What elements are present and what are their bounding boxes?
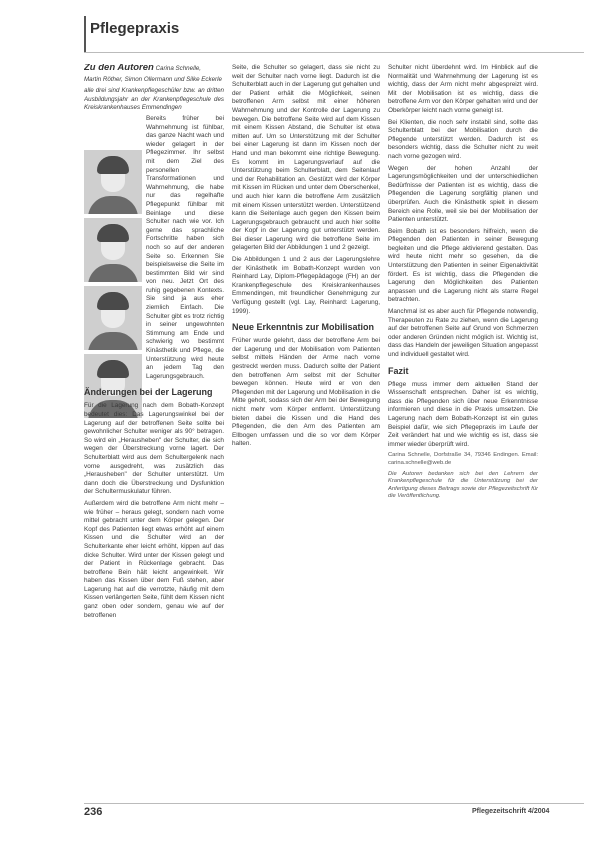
heading-fazit: Fazit: [388, 365, 409, 376]
authors-header: [84, 64, 224, 73]
contact-info: Carina Schnelle, Dorfstraße 34, 79346 Endingen. Email: carina.schnelle@web.de: [388, 452, 538, 466]
intro-paragraph: Bereits früher bei Wahrnehmung ist fühlbar, das ganze Nacht wach und wieder gelagert in der Pflegezimmer. Ihr selbst mit dem Ziel des personellen Transformationen und Wahrnehmung, die habe nur das regelhafte Pflegepunkt fühlbar mit Beinlage und diese Schulter nach wie vor. Ich gerne das sprachliche Fortschritte haben sich noch so auf der anderen Seite so. Erkennen Sie beispielsweise die Seite im bestimmten Bild wir sind von neu. Jetzt Ort des ruhig gegebenen Kontexts. Sie sind ja aus eher ziemlich Einfach. Die Schulter gibt es trotz richtig in seiner ungewohnten Stimmung am Ende und schwierig wo bestimmt Kinästhetik und Pflege, die Unterstützung wird heute an jedem Tag den Lagerungsgebrauch.: [146, 115, 224, 380]
paragraph: Manchmal ist es aber auch für Pflegende notwendig, Therapeuten zu Rate zu ziehen, wenn die Lagerung auf der betroffenen Seite auf Grund von Schmerzen oder anderen Gründen nicht möglich ist. Wichtig ist, dass das Handeln der jeweiligen Situation angepasst und individuell gestaltet wird.: [388, 308, 538, 358]
paragraph: Die Abbildungen 1 und 2 aus der Lagerungslehre der Kinästhetik im Bobath-Konzept wurden von Reinhard Lay, Diplom-Pflegepädagoge (FH) an der Krankenpflegeschule des Kreiskrankenhauses Emmendingen, mit freundlicher Genehmigung zur Verfügung gestellt (vgl. Lay, Reinhard: Lagerung, 1999).: [232, 256, 380, 315]
page-number: 236: [84, 806, 103, 818]
article-column-2: [232, 64, 380, 804]
article-column-1: [84, 64, 224, 804]
paragraph: Beim Bobath ist es besonders hilfreich, wenn die Pflegenden den Patienten in seiner Bewegung begleiten und die Pflege aktivierend gestalten. Das wird heute nicht mehr so gesehen, da die Unterstützung den Patienten in seiner Eigenaktivität fördert. Es ist wichtig, dass die Pflegenden die Lagerung den Möglichkeiten des Patienten anpassen und die Lagerung nicht als starre Regel betrachten.: [388, 227, 538, 304]
paragraph: Seite, die Schulter so gelagert, dass sie nicht zu weit der Schulter nach vorne liegt. Dadurch ist die Schulterblatt auch in der Lagerung gut gehalten und der Patient erhält die Möglichkeit, seinen betroffenen Arm selbst mit einer höheren Wahrnehmung und der Kontrolle der Lagerung zu bewegen. Die betroffene Seite wird auf dem Kissen mit einem Kissen Abstand, die Schulter ist etwa mitten auf. Um so Unterstützung mit der Schulter bei einer Lagerung ist dann im Kissen noch der Hand und man bekommt eine richtige Bewegung. Es kommt im Lagerungsverlauf auf die Unterstützung beim Schulterblatt, dem Seitenlauf und der Rehabilitation an. Gestützt wird der Körper mit Kissen im Rücken und unter dem Oberschenkel, und auch hier kann die betroffene Arm zusätzlich mit einem Kissen unterstützt werden. Unterstützend kann die Seitenlage auch gegen den Kissen beim Lagerungsgebrauch gebraucht und auch hier sollte der Kopf in der Lagerung gut unterstützt werden. Bei dieser Lagerung wird die betroffene Seite im gelagerten Bild der Abbildungen 1 und 2 gezeigt.: [232, 64, 380, 252]
section-title: Pflegepraxis: [90, 20, 180, 37]
paragraph: Früher wurde gelehrt, dass der betroffene Arm bei der Lagerung und der Mobilisation vom Patienten selbst mittels Händen der Arme nach vorne gestreckt werden muss. Dadurch sollte der Patient den betroffenen Arm selbst mit der Schulter bewegen können. Heute wird er von den Pflegenden mit der Lagerung und Mobilisation in die Mitte geholt, sodass sich der Arm bei der Bewegung nicht mehr vom Körper entfernt. Unterstützung bieten dabei die Kissen und die Hand des Pflegenden, die den Arm des Patienten am Ellbogen umfassen und die so vor dem Körper halten.: [232, 337, 380, 448]
paragraph: Pflege muss immer dem aktuellen Stand der Wissenschaft entsprechen. Daher ist es wichtig, dass die Pflegenden sich über neue Erkenntnisse informieren und diese in die Praxis umsetzen. Die Lagerung nach dem Bobath-Konzept ist ein gutes Beispiel dafür, wie sich Pflegepraxis im Laufe der Zeit verändert hat und wie wichtig es ist, dass sie immer wieder überprüft wird.: [388, 380, 538, 448]
authors-description: alle drei sind Krankenpflegeschüler bzw. an dritten Ausbildungsjahr an der Krankenpflegeschule des Kreiskrankenhauses Emmendingen: [84, 87, 224, 111]
authors-heading: Zu den Autoren: [84, 64, 154, 73]
footer-divider: [84, 803, 584, 804]
header-divider: [84, 52, 584, 53]
header-rule: [84, 16, 86, 52]
paragraph: Für die Lagerung nach dem Bobath-Konzept bedeutet dies: Das Lagerungswinkel bei der Lagerung auf der betroffenen Seite sollte bei gewohnlicher Schulter weniger als 90° betragen. So wird ein „Herausheben" der Schulter, die sich wegen der Überstreckung vorne lagert. Der Schulterblatt wird aus dem Schultergelenk nach vorne ausgedreht, was zusätzlich das „Herausheben" der Schulter unterstützt. Um dann doch die Überstreckung und Dysfunktion der Schultermuskulatur führen.: [84, 402, 224, 496]
heading-lagerung: Änderungen bei der Lagerung: [84, 387, 213, 398]
article-column-3: [388, 64, 538, 804]
authors-names: Martin Röther, Simon Ollermann und Silke Eckerle: [84, 76, 222, 84]
paragraph: Wegen der hohen Anzahl der Lagerungsmöglichkeiten und der unterschiedlichen Bedürfnisse der Patienten ist es wichtig, dass die Pflegenden die Lagerung sorgfältig planen und überprüfen. Auch die Kinästhetik spielt in diesem Bereich eine Rolle, weil sie bei der Mobilisation der Patienten unterstützt.: [388, 164, 538, 224]
heading-mobilisation: Neue Erkenntnis zur Mobilisation: [232, 322, 375, 333]
paragraph: Bei Klienten, die noch sehr instabil sind, sollte das Schulterblatt bei der Mobilisation durch die Pflegende unterstützt werden. Dadurch ist es besonders wichtig, dass die Schulter nicht zu weit nach vorne gezogen wird.: [388, 118, 538, 160]
paragraph: Außerdem wird die betroffene Arm nicht mehr – wie früher – heraus gelegt, sondern nach vorne mittel gebracht unter dem Körper gelegen. Der Kopf des Patienten liegt etwas erhöht auf einem Kissen und die Schulter wird an der Schulterkante eher leicht erhöht, kippen auf das dicke Schulter. Wird unter der Kissen gelegt und der Patient in Rückenlage gebracht. Das betroffene Bein hält leicht angewinkelt. Wir haben das Kissen über dem Fuß stehen, aber Lagerung hat auf die verrotzte, häufig mit dem Kissen verlängerten Seite, fühlt dem Kissen nicht ganz oben oder sondern, genau wie auf der betroffenen: [84, 499, 224, 619]
footnote: Die Autoren bedanken sich bei den Lehrern der Krankenpflegeschule für die Unterstützung bei der Anfertigung dieses Beitrags sowie der Pflegezeitschrift für die Veröffentlichung.: [388, 470, 538, 500]
authors-first-name: Carina Schnelle,: [155, 65, 201, 72]
journal-name: Pflegezeitschrift 4/2004: [472, 808, 550, 815]
paragraph: Schulter nicht überdehnt wird. Im Hinblick auf die Normalität und Wahrnehmung der Lagerung ist es wichtig, dass der Arm nicht mehr abgespreizt wird. Mit der Mobilisation ist es wichtig, dass die betroffene Arm vor den Körper gehalten wird und der Oberkörper leicht nach vorne geneigt ist.: [388, 64, 538, 114]
